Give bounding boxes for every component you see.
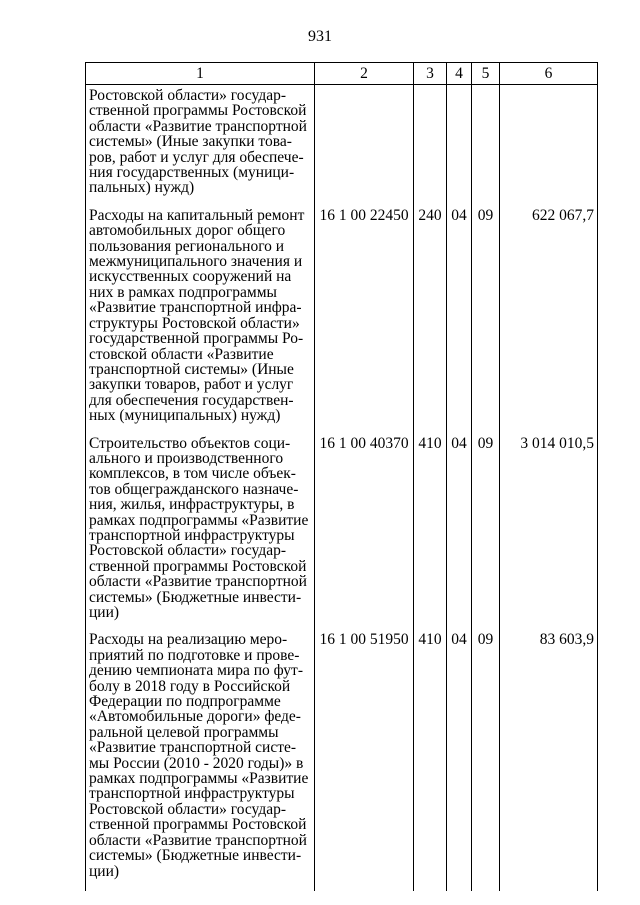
row-expense-type: 240: [414, 208, 447, 436]
table-row: [86, 436, 598, 633]
row-subsection: [472, 85, 500, 208]
row-description: Расходы на реализацию меро- приятий по подготовке и прове- дению чемпионата мира по фут- болу в 2018 году в Российской Федерации по подпрограмме «Автомобильные дороги» феде- ральной целевой программы «Развитие транспортной систе- мы России (2010 - 2020 годы)» в рамках подпрограммы «Развитие транспортной инфраструктуры Ростовской области» государ- ственной программы Ростовской области «Развитие транспортной системы» (Бюджетные инвести- ции): [86, 632, 315, 891]
row-description: Ростовской области» государ- ственной программы Ростовской области «Развитие транспортной системы» (Иные закупки това- ров, работ и услуг для обеспече- ния государственных (муници- пальных) нужд): [86, 85, 315, 208]
row-target-code: [315, 85, 414, 208]
column-header-2: 2: [315, 63, 414, 85]
budget-table: [85, 62, 598, 891]
table-header: [86, 63, 598, 85]
column-header-6: 6: [500, 63, 598, 85]
row-description: Расходы на капитальный ремонт автомобильных дорог общего пользования регионального и межмуниципального значения и искусственных сооружений на них в рамках подпрограммы «Развитие транспортной инфра- структуры Ростовской области» государственной программы Ро- стовской области «Развитие транспортной системы» (Иные закупки товаров, работ и услуг для обеспечения государствен- ных (муниципальных) нужд): [86, 208, 315, 436]
row-subsection: 09: [472, 436, 500, 633]
row-section: 04: [447, 208, 472, 436]
row-expense-type: 410: [414, 632, 447, 891]
row-target-code: 16 1 00 40370: [315, 436, 414, 633]
row-target-code: 16 1 00 51950: [315, 632, 414, 891]
page-number: 931: [308, 28, 332, 45]
row-section: 04: [447, 436, 472, 633]
row-section: 04: [447, 632, 472, 891]
row-amount: 622 067,7: [500, 208, 598, 436]
row-target-code: 16 1 00 22450: [315, 208, 414, 436]
row-expense-type: [414, 85, 447, 208]
column-header-1: 1: [86, 63, 315, 85]
header-row: [86, 63, 598, 85]
row-amount: 83 603,9: [500, 632, 598, 891]
table-body: [86, 85, 598, 891]
column-header-4: 4: [447, 63, 472, 85]
row-subsection: 09: [472, 208, 500, 436]
row-section: [447, 85, 472, 208]
column-header-3: 3: [414, 63, 447, 85]
table-row: [86, 85, 598, 208]
row-description: Строительство объектов соци- ального и производственного комплексов, в том числе объек- тов общегражданского назначе- ния, жилья, инфраструктуры, в рамках подпрограммы «Развитие транспортной инфраструктуры Ростовской области» государ- ственной программы Ростовской области «Развитие транспортной системы» (Бюджетные инвести- ции): [86, 436, 315, 633]
column-header-5: 5: [472, 63, 500, 85]
table-row: [86, 632, 598, 891]
row-amount: 3 014 010,5: [500, 436, 598, 633]
row-subsection: 09: [472, 632, 500, 891]
row-expense-type: 410: [414, 436, 447, 633]
row-amount: [500, 85, 598, 208]
table-row: [86, 208, 598, 436]
